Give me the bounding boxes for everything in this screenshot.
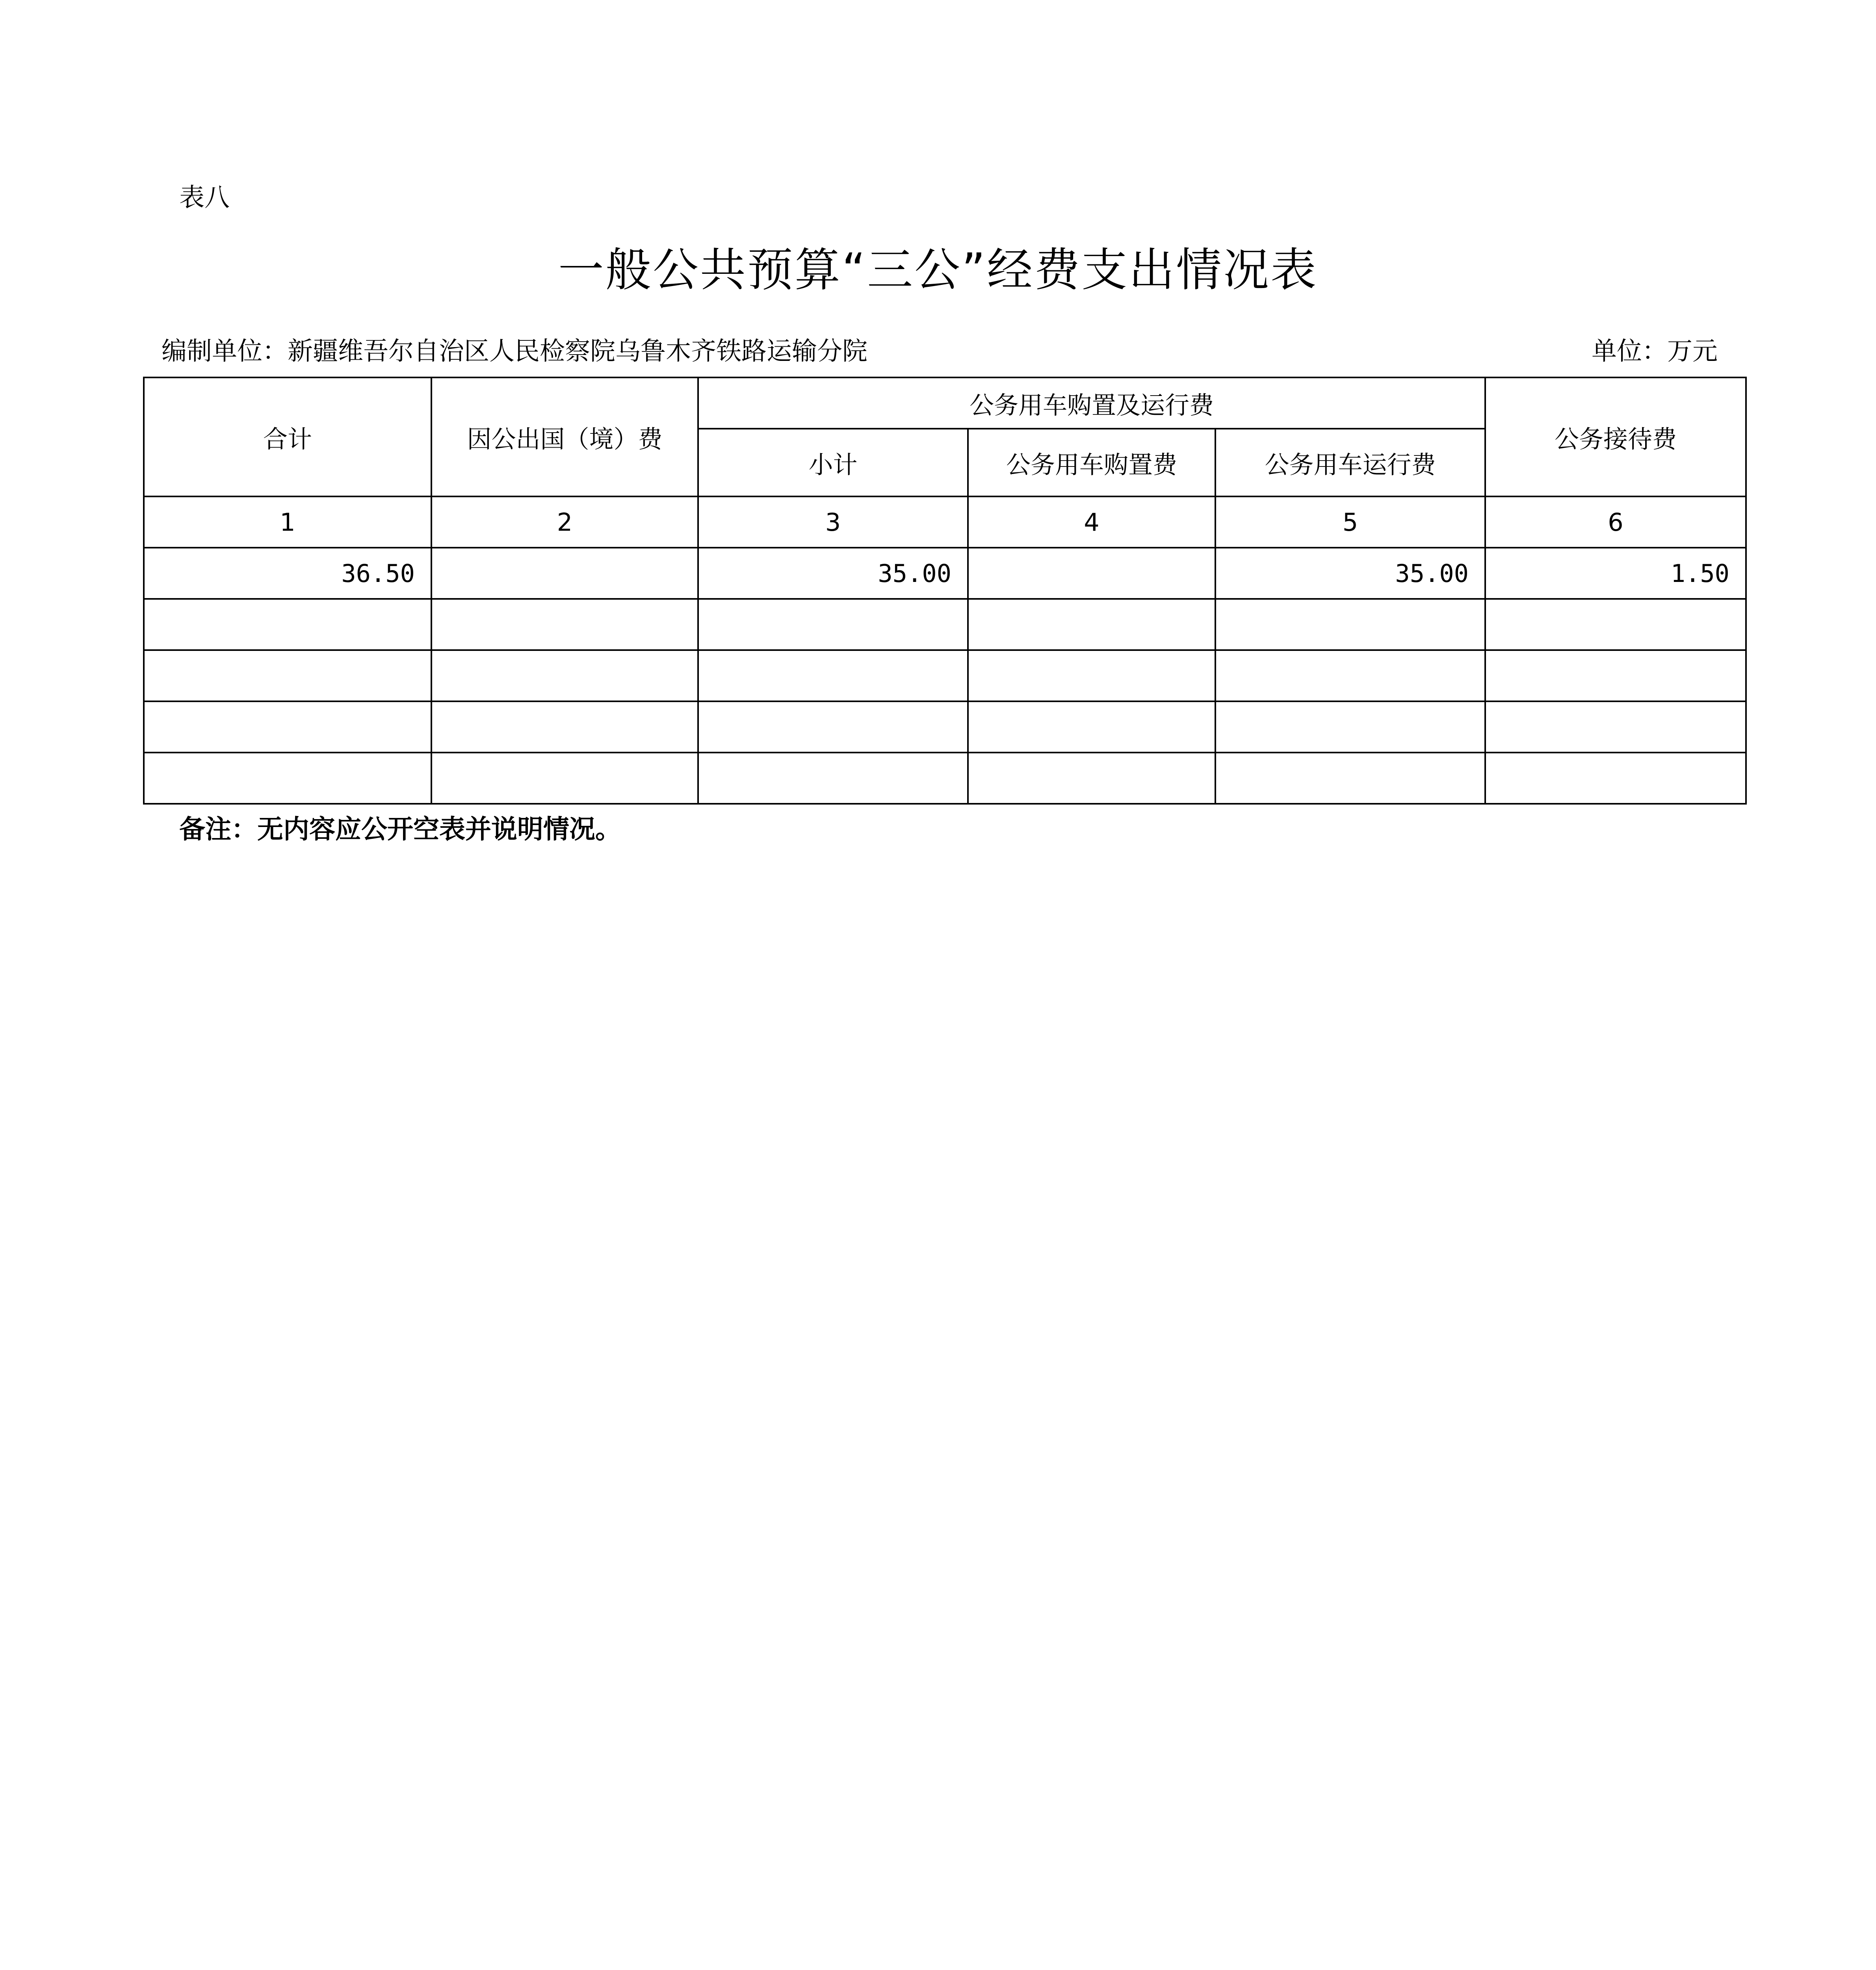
- table-cell: [431, 701, 698, 753]
- header-total: 合计: [144, 377, 431, 496]
- table-row: [144, 599, 1746, 650]
- table-cell: [1215, 650, 1485, 701]
- table-cell: [144, 599, 431, 650]
- table-label: 表八: [179, 183, 230, 212]
- remark-note: 备注：无内容应公开空表并说明情况。: [179, 814, 621, 844]
- table-row: [144, 753, 1746, 804]
- table-cell: [431, 599, 698, 650]
- table-cell: [1485, 599, 1746, 650]
- table-cell: [968, 548, 1215, 599]
- table-cell: [1215, 701, 1485, 753]
- table-row: [144, 701, 1746, 753]
- index-cell: 4: [968, 496, 1215, 548]
- header-reception: 公务接待费: [1485, 377, 1746, 496]
- index-cell: 6: [1485, 496, 1746, 548]
- table-cell: 35.00: [1215, 548, 1485, 599]
- table-cell: [698, 650, 968, 701]
- table-cell: [698, 753, 968, 804]
- table-cell: [144, 650, 431, 701]
- header-overseas: 因公出国（境）费: [431, 377, 698, 496]
- table-cell: [968, 753, 1215, 804]
- table-cell: [698, 701, 968, 753]
- header-row-1: [144, 377, 1746, 429]
- table-row: [144, 650, 1746, 701]
- header-subtotal: 小计: [698, 429, 968, 496]
- org-label: 编制单位：新疆维吾尔自治区人民检察院乌鲁木齐铁路运输分院: [162, 337, 867, 366]
- expense-table: [143, 377, 1747, 805]
- table-cell: 35.00: [698, 548, 968, 599]
- table-cell: [968, 599, 1215, 650]
- table-cell: [144, 753, 431, 804]
- table-cell: [431, 753, 698, 804]
- table-cell: [431, 548, 698, 599]
- page-title: 一般公共预算“三公”经费支出情况表: [558, 243, 1318, 297]
- table-cell: [1485, 753, 1746, 804]
- table-cell: 1.50: [1485, 548, 1746, 599]
- index-cell: 3: [698, 496, 968, 548]
- header-vehicle-group: 公务用车购置及运行费: [698, 377, 1485, 429]
- unit-label: 单位：万元: [1592, 337, 1718, 366]
- index-cell: 1: [144, 496, 431, 548]
- table-cell: [1215, 599, 1485, 650]
- table-row: [144, 548, 1746, 599]
- table-cell: [698, 599, 968, 650]
- index-row: [144, 496, 1746, 548]
- table-cell: [1485, 650, 1746, 701]
- table-cell: 36.50: [144, 548, 431, 599]
- table-cell: [968, 701, 1215, 753]
- header-vehicle-purchase: 公务用车购置费: [968, 429, 1215, 496]
- table-cell: [968, 650, 1215, 701]
- table-cell: [144, 701, 431, 753]
- table-cell: [1215, 753, 1485, 804]
- table-cell: [1485, 701, 1746, 753]
- table-cell: [431, 650, 698, 701]
- index-cell: 5: [1215, 496, 1485, 548]
- index-cell: 2: [431, 496, 698, 548]
- header-vehicle-operation: 公务用车运行费: [1215, 429, 1485, 496]
